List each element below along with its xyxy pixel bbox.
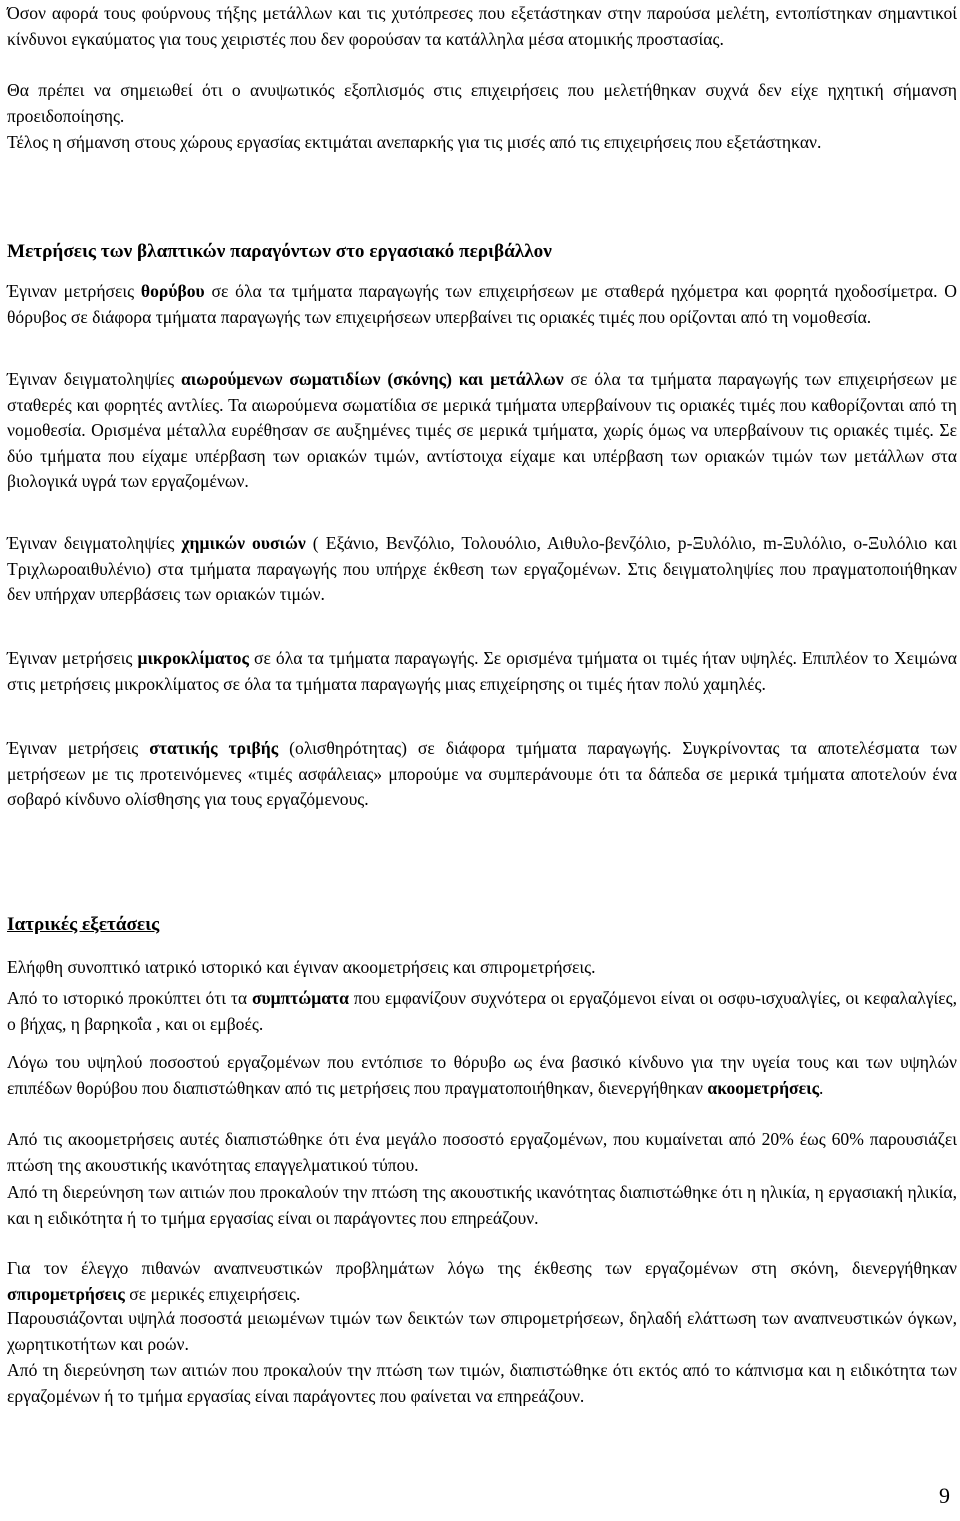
audiometry-results-paragraph: Από τις ακοομετρήσεις αυτές διαπιστώθηκε ότι ένα μεγάλο ποσοστό εργαζομένων, που κυμαίνεται από 20% έως 60% παρουσιάζει πτώση της ακουστικής ικανότητας επαγγελματικού τύπου. <box>7 1129 957 1175</box>
section-heading-measurements: Μετρήσεις των βλαπτικών παραγόντων στο εργασιακό περιβάλλον <box>7 241 552 262</box>
metals-keyword: μετάλλων <box>490 369 564 389</box>
chemicals-paragraph <box>7 531 957 608</box>
microclimate-text-post: σε όλα τα τμήματα παραγωγής. Σε ορισμένα τμήματα οι τιμές ήταν υψηλές. Επιπλέον το Χειμώνα στις μετρήσεις μικροκλίματος σε όλα τα τμήματα παραγωγής μιας επιχείρησης οι τιμές ήταν πολύ χαμηλές. <box>7 648 957 694</box>
medical-paragraph-1: Ελήφθη συνοπτικό ιατρικό ιστορικό και έγιναν ακοομετρήσεις και σπιρομετρήσεις. <box>7 957 596 977</box>
dust-keyword: αιωρούμενων σωματιδίων (σκόνης) <box>180 369 452 389</box>
noise-keyword: θορύβου <box>140 281 205 301</box>
symptoms-text-post: που εμφανίζουν συχνότερα οι εργαζόμενοι είναι οι οσφυ-ισχυαλγίες, οι κεφαλαλγίες, ο βήχας, η βαρηκοΐα , και οι εμβοές. <box>7 988 957 1034</box>
friction-text-pre: Έγιναν μετρήσεις <box>7 738 150 758</box>
dust-text-pre: Έγιναν δειγματοληψίες <box>7 369 181 389</box>
spirometry-text-post: σε μερικές επιχειρήσεις. <box>124 1283 301 1304</box>
dust-paragraph <box>7 367 957 495</box>
symptoms-text-pre: Από το ιστορικό προκύπτει ότι τα <box>7 988 252 1008</box>
dust-text-post: σε όλα τα τμήματα παραγωγής των επιχειρήσεων με σταθερές και φορητές αντλίες. Τα αιωρούμενα σωματίδια σε μερικά τμήματα υπερβαίνουν τις οριακές τιμές που καθορίζονται από τη νομοθεσία. Ορισμένα μέταλλα ευρέθησαν σε αυξημένες τιμές σε μερικά τμήματα, χωρίς όμως να υπερβαίνουν τις οριακές τιμές. Σε δύο τμήματα που είχαμε υπέρβαση των οριακών τιμών, αντίστοιχα είχαμε και υπέρβαση των οριακών τιμών των μετάλλων στα βιολογικά υγρά των εργαζομένων. <box>7 369 957 491</box>
chemicals-text-post: ( Εξάνιο, Βενζόλιο, Τολουόλιο, Αιθυλο-βενζόλιο, p-Ξυλόλιο, m-Ξυλόλιο, o-Ξυλόλιο και Τριχλωροαιθυλένιο) στα τμήματα παραγωγής που υπήρχε έκθεση των εργαζομένων. Στις δειγματοληψίες που πραγματοποιήθηκαν δεν υπήρχαν υπερβάσεις των οριακών τιμών. <box>7 533 957 604</box>
spirometry-paragraph <box>7 1256 957 1307</box>
dust-keyword-and: και <box>451 369 491 389</box>
section-heading-medical: Ιατρικές εξετάσεις <box>7 914 160 935</box>
audiometry-causes-paragraph: Από τη διερεύνηση των αιτιών που προκαλούν την πτώση της ακουστικής ικανότητας διαπιστώθηκε ότι η ηλικία, η εργασιακή ηλικία, και η ειδικότητα ή το τμήμα εργασίας είναι οι παράγοντες που επηρεάζουν. <box>7 1182 957 1228</box>
audiometry-text-pre: Λόγω του υψηλού ποσοστού εργαζομένων που εντόπισε το θόρυβο ως ένα βασικό κίνδυνο για την υγεία τους και των υψηλών επιπέδων θορύβου που διαπιστώθηκαν από τις μετρήσεις που πραγματοποιήθηκαν, διενεργήθηκαν <box>7 1052 957 1098</box>
noise-paragraph <box>7 279 957 330</box>
chemicals-text-pre: Έγιναν δειγματοληψίες <box>7 533 182 553</box>
microclimate-keyword: μικροκλίματος <box>137 648 249 668</box>
audiometry-paragraph <box>7 1050 957 1101</box>
symptoms-keyword: συμπτώματα <box>251 988 349 1008</box>
friction-keyword: στατικής τριβής <box>149 738 279 758</box>
audiometry-text-post: . <box>819 1077 824 1098</box>
spirometry-keyword: σπιρομετρήσεις <box>7 1283 125 1304</box>
page-number: 9 <box>939 1483 950 1508</box>
microclimate-text-pre: Έγιναν μετρήσεις <box>7 648 138 668</box>
intro-paragraph-1: Όσον αφορά τους φούρνους τήξης μετάλλων και τις χυτόπρεσες που εξετάστηκαν στην παρούσα μελέτη, εντοπίστηκαν σημαντικοί κίνδυνοι εγκαύματος για τους χειριστές που δεν φορούσαν τα κατάλληλα μέσα ατομικής προστασίας. <box>7 3 957 49</box>
spirometry-causes-paragraph: Από τη διερεύνηση των αιτιών που προκαλούν την πτώση των τιμών, διαπιστώθηκε ότι εκτός από το κάπνισμα και η ειδικότητα των εργαζομένων ή το τμήμα εργασίας είναι παράγοντες που φαίνεται να επηρεάζουν. <box>7 1360 957 1406</box>
intro-paragraph-3: Τέλος η σήμανση στους χώρους εργασίας εκτιμάται ανεπαρκής για τις μισές από τις επιχειρήσεις που εξετάστηκαν. <box>7 132 822 152</box>
symptoms-paragraph <box>7 986 957 1037</box>
noise-text-pre: Έγιναν μετρήσεις <box>7 281 141 301</box>
spirometry-text-pre: Για τον έλεγχο πιθανών αναπνευστικών προβλημάτων λόγω της έκθεσης των εργαζομένων στη σκόνη, διενεργήθηκαν <box>7 1258 957 1278</box>
spirometry-results-paragraph: Παρουσιάζονται υψηλά ποσοστά μειωμένων τιμών των δεικτών των σπιρομετρήσεων, δηλαδή ελάττωση των αναπνευστικών όγκων, χωρητικοτήτων και ροών. <box>7 1308 957 1354</box>
audiometry-keyword: ακοομετρήσεις <box>707 1077 820 1098</box>
noise-text-post: σε όλα τα τμήματα παραγωγής των επιχειρήσεων με σταθερά ηχόμετρα και φορητά ηχοδοσίμετρα. Ο θόρυβος σε διάφορα τμήματα παραγωγής των επιχειρήσεων υπερβαίνει τις οριακές τιμές που ορίζονται από τη νομοθεσία. <box>7 281 957 327</box>
chemicals-keyword: χημικών ουσιών <box>181 533 306 553</box>
friction-paragraph <box>7 736 957 813</box>
microclimate-paragraph <box>7 646 957 697</box>
friction-text-post: (ολισθηρότητας) σε διάφορα τμήματα παραγωγής. Συγκρίνοντας τα αποτελέσματα των μετρήσεων με τις προτεινόμενες «τιμές ασφάλειας» μπορούμε να συμπεράνουμε ότι τα δάπεδα σε μερικά τμήματα αποτελούν ένα σοβαρό κίνδυνο ολίσθησης για τους εργαζόμενους. <box>7 738 957 809</box>
intro-paragraph-2: Θα πρέπει να σημειωθεί ότι ο ανυψωτικός εξοπλισμός στις επιχειρήσεις που μελετήθηκαν συχνά δεν είχε ηχητική σήμανση προειδοποίησης. <box>7 80 957 126</box>
